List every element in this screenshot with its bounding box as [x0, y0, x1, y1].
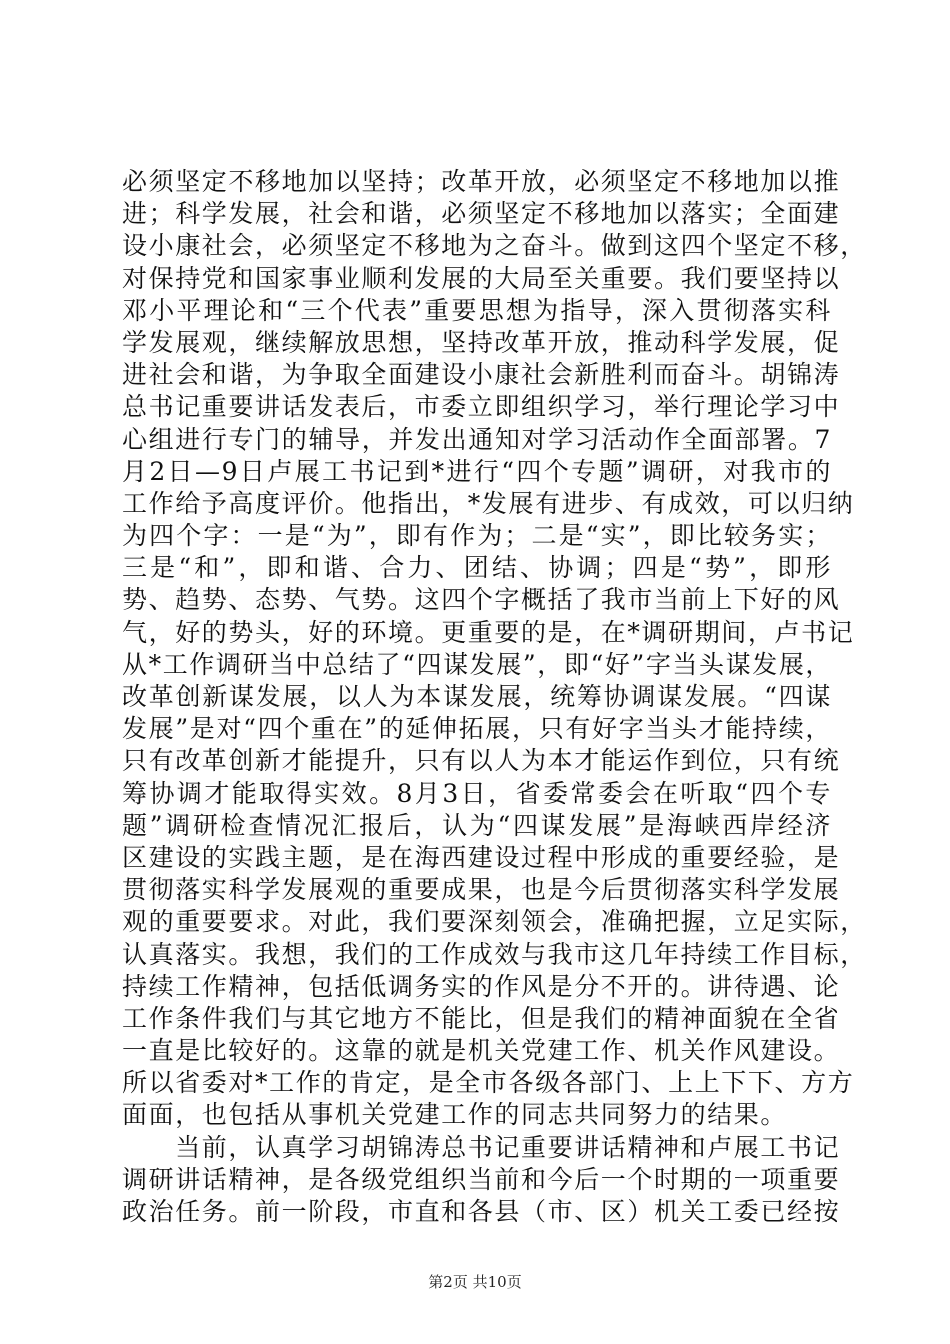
text-line: 进社会和谐，为争取全面建设小康社会新胜利而奋斗。胡锦涛 — [122, 360, 841, 390]
text-line: 设小康社会，必须坚定不移地为之奋斗。做到这四个坚定不移， — [122, 231, 867, 261]
text-line: 区建设的实践主题，是在海西建设过程中形成的重要经验，是 — [122, 842, 841, 872]
text-line: 调研讲话精神，是各级党组织当前和今后一个时期的一项重要 — [122, 1164, 841, 1194]
text-line: 三是“和”，即和谐、合力、团结、协调；四是“势”，即形 — [122, 553, 832, 583]
text-line: 持续工作精神，包括低调务实的作风是分不开的。讲待遇、论 — [122, 971, 841, 1001]
text-line: 心组进行专门的辅导，并发出通知对学习活动作全面部署。7 — [122, 424, 832, 454]
text-line: 对保持党和国家事业顺利发展的大局至关重要。我们要坚持以 — [122, 263, 841, 293]
text-line: 学发展观，继续解放思想，坚持改革开放，推动科学发展，促 — [122, 327, 841, 357]
text-line: 只有改革创新才能提升，只有以人为本才能运作到位，只有统 — [122, 746, 841, 776]
text-line: 工作给予高度评价。他指出，*发展有进步、有成效，可以归纳 — [122, 488, 855, 518]
text-line: 筹协调才能取得实效。8月3日，省委常委会在听取“四个专 — [122, 778, 832, 808]
text-line: 从*工作调研当中总结了“四谋发展”，即“好”字当头谋发展， — [122, 649, 833, 679]
text-line: 当前，认真学习胡锦涛总书记重要讲话精神和卢展工书记 — [122, 1132, 841, 1162]
text-line: 势、趋势、态势、气势。这四个字概括了我市当前上下好的风 — [122, 585, 841, 615]
text-line: 贯彻落实科学发展观的重要成果，也是今后贯彻落实科学发展 — [122, 875, 841, 905]
text-line: 总书记重要讲话发表后，市委立即组织学习，举行理论学习中 — [122, 392, 841, 422]
text-line: 一直是比较好的。这靠的就是机关党建工作、机关作风建设。 — [122, 1036, 841, 1066]
text-line: 政治任务。前一阶段，市直和各县（市、区）机关工委已经按 — [122, 1197, 841, 1226]
text-line: 气，好的势头，好的环境。更重要的是，在*调研期间，卢书记 — [122, 617, 855, 647]
text-line: 为四个字：一是“为”，即有作为；二是“实”，即比较务实； — [122, 521, 832, 551]
text-line: 工作条件我们与其它地方不能比，但是我们的精神面貌在全省 — [122, 1003, 841, 1033]
page-number-footer: 第2页 共10页 — [428, 1273, 522, 1291]
text-line: 发展”是对“四个重在”的延伸拓展，只有好字当头才能持续， — [122, 714, 832, 744]
text-line: 进；科学发展，社会和谐，必须坚定不移地加以落实；全面建 — [122, 199, 841, 229]
text-line: 面面，也包括从事机关党建工作的同志共同努力的结果。 — [122, 1100, 788, 1130]
text-line: 观的重要要求。对此，我们要深刻领会，准确把握，立足实际， — [122, 907, 867, 937]
text-line: 认真落实。我想，我们的工作成效与我市这几年持续工作目标， — [122, 939, 867, 969]
text-line: 必须坚定不移地加以坚持；改革开放，必须坚定不移地加以推 — [122, 167, 841, 196]
text-line: 月2日—9日卢展工书记到*进行“四个专题”调研，对我市的 — [122, 456, 832, 486]
text-line: 题”调研检查情况汇报后，认为“四谋发展”是海峡西岸经济 — [122, 810, 832, 840]
text-line: 所以省委对*工作的肯定，是全市各级各部门、上上下下、方方 — [122, 1068, 855, 1098]
text-line: 改革创新谋发展，以人为本谋发展，统筹协调谋发展。“四谋 — [122, 682, 832, 711]
document-body — [122, 166, 867, 1228]
text-line: 邓小平理论和“三个代表”重要思想为指导，深入贯彻落实科 — [122, 295, 832, 325]
